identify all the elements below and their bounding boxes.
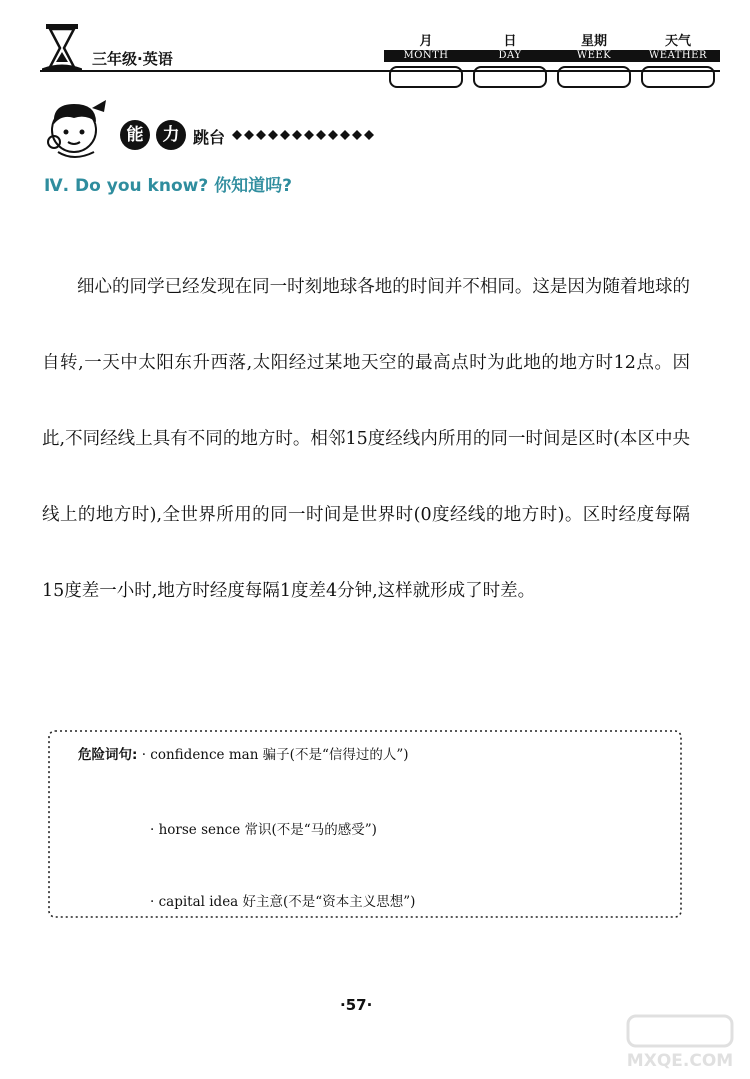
page-number: ·57· [340,996,373,1014]
day-label-en: DAY [468,50,552,62]
note-item-2 [150,818,377,838]
week-label: 星期 [580,34,607,49]
ability-badge-1: 能 [120,120,150,150]
week-field[interactable] [552,30,636,88]
section-banner-tail: 跳台 [193,128,226,147]
day-field[interactable] [468,30,552,88]
body-paragraph-text: 细心的同学已经发现在同一时刻地球各地的时间并不相同。这是因为随着地球的自转,一天中太阳东升西落,太阳经过某地天空的最高点时为此地的地方时12点。因此,不同经线上具有不同的地方时。相邻15度经线内所用的同一时间是区时(本区中央线上的地方时),全世界所用的同一时间是世界时(0度经线的地方时)。区时经度每隔15度差一小时,地方时经度每隔1度差4分钟,这样就形成了时差。 [42,277,690,601]
watermark-logo [620,1012,740,1074]
note-item-1 [78,743,409,763]
grade-subject-label: 三年级·英语 [92,50,173,68]
watermark-text: MXQE.COM [626,1051,734,1071]
ability-badge-2: 力 [156,120,186,150]
note-label: 危险词句: [78,747,138,763]
section-heading: Ⅳ. Do you know? 你知道吗? [44,176,292,196]
weather-field[interactable] [636,30,720,88]
weather-input-box[interactable] [641,66,715,88]
note-item-3 [150,890,415,910]
hourglass-icon [42,22,82,74]
body-paragraph [42,249,690,629]
day-label: 日 [503,34,517,49]
month-label: 月 [419,34,433,49]
note-text-1: · confidence man 骗子(不是“信得过的人”) [141,747,409,763]
week-label-en: WEEK [552,50,636,62]
decorative-dots [231,129,381,141]
weather-label: 天气 [664,34,691,49]
day-input-box[interactable] [473,66,547,88]
note-text-2: · horse sence 常识(不是“马的感受”) [150,822,377,838]
weather-label-en: WEATHER [636,50,720,62]
cartoon-girl-icon [44,96,114,162]
month-field[interactable] [384,30,468,88]
note-text-3: · capital idea 好主意(不是“资本主义思想”) [150,894,416,910]
month-label-en: MONTH [384,50,468,62]
month-input-box[interactable] [389,66,463,88]
week-input-box[interactable] [557,66,631,88]
